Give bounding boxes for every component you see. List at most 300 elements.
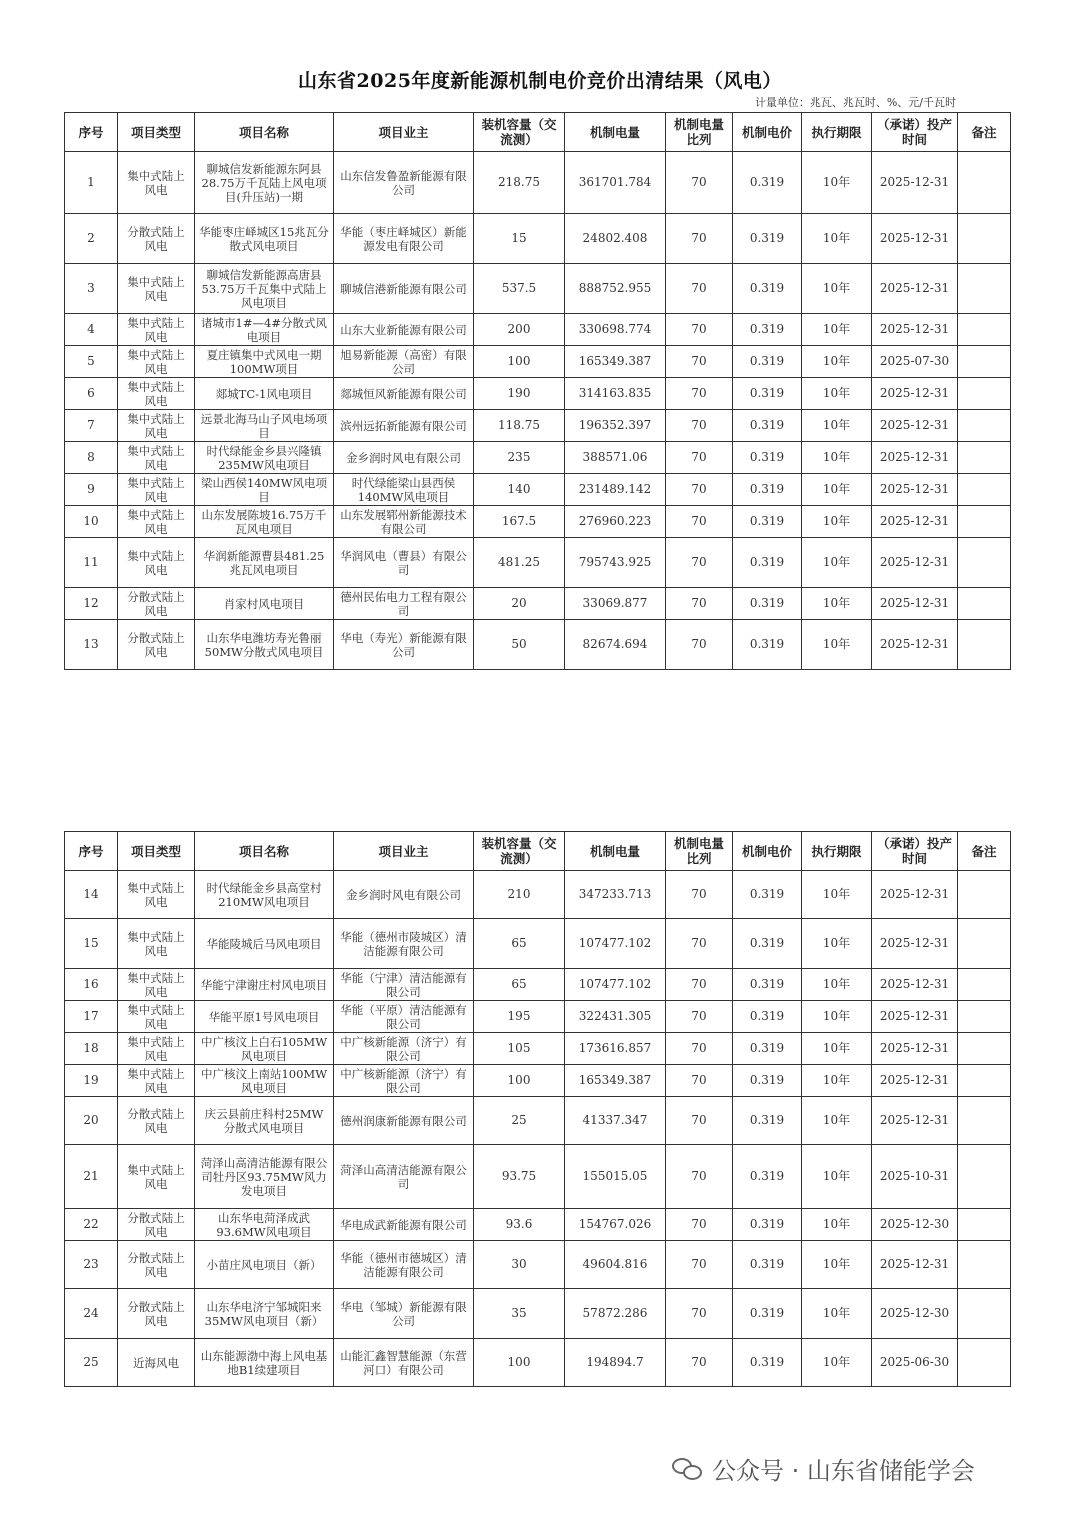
cell-index: 10 (65, 506, 118, 538)
cell-mech-energy: 107477.102 (565, 919, 666, 969)
cell-type: 集中式陆上风电 (118, 1001, 195, 1033)
cell-index: 8 (65, 442, 118, 474)
cell-term: 10年 (802, 442, 872, 474)
cell-index: 3 (65, 264, 118, 314)
cell-project-name: 山东发展陈坡16.75万千瓦风电项目 (195, 506, 334, 538)
table-row (65, 871, 1011, 919)
cell-project-name: 时代绿能金乡县兴隆镇235MW风电项目 (195, 442, 334, 474)
cell-capacity: 118.75 (474, 410, 565, 442)
cell-mech-price: 0.319 (733, 506, 802, 538)
header-operation-date: （承诺）投产时间 (872, 832, 958, 871)
cell-term: 10年 (802, 1145, 872, 1209)
cell-operation-date: 2025-12-31 (872, 919, 958, 969)
cell-mech-price: 0.319 (733, 1097, 802, 1145)
cell-mech-ratio: 70 (666, 346, 733, 378)
cell-remarks (958, 1339, 1011, 1387)
header-type: 项目类型 (118, 832, 195, 871)
cell-project-name: 华能陵城后马风电项目 (195, 919, 334, 969)
cell-remarks (958, 214, 1011, 264)
cell-capacity: 105 (474, 1033, 565, 1065)
table-row (65, 538, 1011, 588)
results-table-2 (64, 831, 1011, 1387)
cell-mech-price: 0.319 (733, 1209, 802, 1241)
cell-index: 14 (65, 871, 118, 919)
table-row (65, 1001, 1011, 1033)
table-row (65, 264, 1011, 314)
cell-term: 10年 (802, 1097, 872, 1145)
cell-type: 集中式陆上风电 (118, 442, 195, 474)
cell-operation-date: 2025-12-30 (872, 1289, 958, 1339)
cell-index: 1 (65, 152, 118, 214)
cell-remarks (958, 969, 1011, 1001)
cell-remarks (958, 442, 1011, 474)
cell-mech-energy: 49604.816 (565, 1241, 666, 1289)
cell-project-name: 夏庄镇集中式风电一期100MW项目 (195, 346, 334, 378)
cell-capacity: 35 (474, 1289, 565, 1339)
cell-mech-energy: 194894.7 (565, 1339, 666, 1387)
cell-mech-price: 0.319 (733, 442, 802, 474)
cell-mech-price: 0.319 (733, 871, 802, 919)
cell-capacity: 50 (474, 620, 565, 670)
cell-index: 13 (65, 620, 118, 670)
cell-mech-energy: 107477.102 (565, 969, 666, 1001)
cell-capacity: 200 (474, 314, 565, 346)
cell-term: 10年 (802, 1241, 872, 1289)
cell-mech-energy: 155015.05 (565, 1145, 666, 1209)
cell-term: 10年 (802, 871, 872, 919)
unit-note: 计量单位：兆瓦、兆瓦时、%、元/千瓦时 (754, 96, 956, 109)
cell-remarks (958, 314, 1011, 346)
cell-project-name: 山东华电济宁邹城阳来35MW风电项目（新） (195, 1289, 334, 1339)
watermark (672, 1451, 975, 1486)
cell-type: 集中式陆上风电 (118, 538, 195, 588)
cell-index: 5 (65, 346, 118, 378)
cell-mech-ratio: 70 (666, 871, 733, 919)
cell-index: 16 (65, 969, 118, 1001)
results-table-1 (64, 112, 1011, 670)
cell-operation-date: 2025-12-31 (872, 588, 958, 620)
cell-project-name: 时代绿能金乡县高堂村210MW风电项目 (195, 871, 334, 919)
table-header-row (65, 113, 1011, 152)
cell-operation-date: 2025-12-31 (872, 1241, 958, 1289)
cell-mech-ratio: 70 (666, 152, 733, 214)
cell-capacity: 30 (474, 1241, 565, 1289)
cell-remarks (958, 1145, 1011, 1209)
table-row (65, 969, 1011, 1001)
cell-index: 15 (65, 919, 118, 969)
watermark-text: 公众号 · 山东省储能学会 (712, 1457, 975, 1485)
table-row (65, 1097, 1011, 1145)
cell-mech-ratio: 70 (666, 620, 733, 670)
table-row (65, 410, 1011, 442)
cell-mech-ratio: 70 (666, 442, 733, 474)
cell-mech-price: 0.319 (733, 1001, 802, 1033)
cell-mech-price: 0.319 (733, 314, 802, 346)
cell-operation-date: 2025-12-31 (872, 620, 958, 670)
cell-operation-date: 2025-12-31 (872, 1065, 958, 1097)
cell-index: 17 (65, 1001, 118, 1033)
cell-capacity: 93.6 (474, 1209, 565, 1241)
cell-index: 20 (65, 1097, 118, 1145)
page-title: 山东省2025年度新能源机制电价竞价出清结果（风电） (298, 70, 782, 92)
cell-term: 10年 (802, 346, 872, 378)
cell-index: 6 (65, 378, 118, 410)
cell-owner: 华能（平原）清洁能源有限公司 (334, 1001, 474, 1033)
cell-operation-date: 2025-12-31 (872, 314, 958, 346)
table-row (65, 1145, 1011, 1209)
cell-remarks (958, 1241, 1011, 1289)
cell-owner: 金乡润时风电有限公司 (334, 871, 474, 919)
cell-mech-ratio: 70 (666, 1241, 733, 1289)
cell-type: 集中式陆上风电 (118, 871, 195, 919)
header-mech-price: 机制电价 (733, 113, 802, 152)
cell-project-name: 山东华电菏泽成武93.6MW风电项目 (195, 1209, 334, 1241)
cell-mech-energy: 165349.387 (565, 346, 666, 378)
cell-owner: 郯城恒风新能源有限公司 (334, 378, 474, 410)
cell-type: 分散式陆上风电 (118, 1097, 195, 1145)
cell-type: 近海风电 (118, 1339, 195, 1387)
cell-capacity: 210 (474, 871, 565, 919)
cell-mech-price: 0.319 (733, 538, 802, 588)
cell-mech-energy: 888752.955 (565, 264, 666, 314)
cell-remarks (958, 378, 1011, 410)
cell-type: 集中式陆上风电 (118, 378, 195, 410)
cell-index: 23 (65, 1241, 118, 1289)
table-row (65, 588, 1011, 620)
table-row (65, 1209, 1011, 1241)
table-row (65, 1065, 1011, 1097)
cell-mech-ratio: 70 (666, 506, 733, 538)
header-remarks: 备注 (958, 113, 1011, 152)
cell-mech-energy: 82674.694 (565, 620, 666, 670)
cell-owner: 山能汇鑫智慧能源（东营河口）有限公司 (334, 1339, 474, 1387)
cell-mech-energy: 361701.784 (565, 152, 666, 214)
cell-project-name: 肖家村风电项目 (195, 588, 334, 620)
cell-remarks (958, 1289, 1011, 1339)
cell-owner: 华润风电（曹县）有限公司 (334, 538, 474, 588)
cell-term: 10年 (802, 1001, 872, 1033)
cell-term: 10年 (802, 214, 872, 264)
table-row (65, 378, 1011, 410)
cell-capacity: 65 (474, 919, 565, 969)
cell-term: 10年 (802, 538, 872, 588)
cell-operation-date: 2025-12-31 (872, 410, 958, 442)
cell-operation-date: 2025-10-31 (872, 1145, 958, 1209)
header-index: 序号 (65, 832, 118, 871)
cell-remarks (958, 919, 1011, 969)
cell-mech-price: 0.319 (733, 214, 802, 264)
cell-type: 集中式陆上风电 (118, 969, 195, 1001)
cell-term: 10年 (802, 1065, 872, 1097)
cell-mech-energy: 795743.925 (565, 538, 666, 588)
cell-remarks (958, 1097, 1011, 1145)
cell-remarks (958, 1001, 1011, 1033)
cell-operation-date: 2025-12-31 (872, 1033, 958, 1065)
cell-capacity: 93.75 (474, 1145, 565, 1209)
cell-capacity: 100 (474, 1339, 565, 1387)
cell-owner: 菏泽山高清洁能源有限公司 (334, 1145, 474, 1209)
cell-mech-ratio: 70 (666, 538, 733, 588)
cell-term: 10年 (802, 410, 872, 442)
table-row (65, 442, 1011, 474)
cell-project-name: 庆云县前庄科村25MW分散式风电项目 (195, 1097, 334, 1145)
cell-capacity: 218.75 (474, 152, 565, 214)
cell-term: 10年 (802, 474, 872, 506)
cell-term: 10年 (802, 152, 872, 214)
table-header-row (65, 832, 1011, 871)
cell-operation-date: 2025-12-31 (872, 506, 958, 538)
cell-type: 集中式陆上风电 (118, 264, 195, 314)
cell-operation-date: 2025-12-31 (872, 152, 958, 214)
cell-type: 集中式陆上风电 (118, 474, 195, 506)
cell-type: 集中式陆上风电 (118, 152, 195, 214)
cell-mech-ratio: 70 (666, 1065, 733, 1097)
cell-operation-date: 2025-12-31 (872, 214, 958, 264)
cell-term: 10年 (802, 378, 872, 410)
header-mech-price: 机制电价 (733, 832, 802, 871)
cell-mech-price: 0.319 (733, 919, 802, 969)
cell-owner: 聊城信港新能源有限公司 (334, 264, 474, 314)
cell-term: 10年 (802, 919, 872, 969)
cell-term: 10年 (802, 1339, 872, 1387)
cell-mech-price: 0.319 (733, 1065, 802, 1097)
cell-owner: 华电（寿光）新能源有限公司 (334, 620, 474, 670)
cell-type: 集中式陆上风电 (118, 506, 195, 538)
cell-mech-price: 0.319 (733, 264, 802, 314)
cell-remarks (958, 410, 1011, 442)
cell-index: 2 (65, 214, 118, 264)
cell-index: 24 (65, 1289, 118, 1339)
header-remarks: 备注 (958, 832, 1011, 871)
cell-type: 分散式陆上风电 (118, 1289, 195, 1339)
header-project-name: 项目名称 (195, 113, 334, 152)
header-owner: 项目业主 (334, 113, 474, 152)
table-row (65, 346, 1011, 378)
cell-mech-energy: 231489.142 (565, 474, 666, 506)
cell-mech-ratio: 70 (666, 410, 733, 442)
cell-operation-date: 2025-12-31 (872, 474, 958, 506)
cell-mech-price: 0.319 (733, 1241, 802, 1289)
cell-mech-price: 0.319 (733, 1033, 802, 1065)
cell-capacity: 537.5 (474, 264, 565, 314)
cell-term: 10年 (802, 1289, 872, 1339)
cell-mech-ratio: 70 (666, 474, 733, 506)
cell-owner: 山东大业新能源有限公司 (334, 314, 474, 346)
cell-mech-ratio: 70 (666, 969, 733, 1001)
header-mech-ratio: 机制电量比列 (666, 113, 733, 152)
cell-term: 10年 (802, 314, 872, 346)
cell-capacity: 25 (474, 1097, 565, 1145)
cell-remarks (958, 620, 1011, 670)
cell-mech-ratio: 70 (666, 1339, 733, 1387)
cell-mech-ratio: 70 (666, 1001, 733, 1033)
cell-project-name: 聊城信发新能源高唐县53.75万千瓦集中式陆上风电项目 (195, 264, 334, 314)
header-mech-energy: 机制电量 (565, 832, 666, 871)
cell-term: 10年 (802, 1033, 872, 1065)
cell-type: 分散式陆上风电 (118, 1241, 195, 1289)
cell-mech-price: 0.319 (733, 346, 802, 378)
table-row (65, 152, 1011, 214)
cell-capacity: 20 (474, 588, 565, 620)
cell-mech-energy: 173616.857 (565, 1033, 666, 1065)
cell-mech-price: 0.319 (733, 1339, 802, 1387)
cell-project-name: 远景北海马山子风电场项目 (195, 410, 334, 442)
cell-project-name: 中广核汶上白石105MW风电项目 (195, 1033, 334, 1065)
cell-index: 19 (65, 1065, 118, 1097)
cell-project-name: 中广核汶上南站100MW风电项目 (195, 1065, 334, 1097)
cell-operation-date: 2025-06-30 (872, 1339, 958, 1387)
cell-capacity: 235 (474, 442, 565, 474)
cell-remarks (958, 871, 1011, 919)
cell-owner: 金乡润时风电有限公司 (334, 442, 474, 474)
table-row (65, 919, 1011, 969)
cell-owner: 华能（宁津）清洁能源有限公司 (334, 969, 474, 1001)
header-capacity: 装机容量（交流测） (474, 832, 565, 871)
cell-remarks (958, 264, 1011, 314)
table-row (65, 1033, 1011, 1065)
wechat-icon (672, 1456, 704, 1482)
cell-mech-energy: 276960.223 (565, 506, 666, 538)
cell-owner: 华电（邹城）新能源有限公司 (334, 1289, 474, 1339)
cell-remarks (958, 588, 1011, 620)
cell-project-name: 华能宁津谢庄村风电项目 (195, 969, 334, 1001)
cell-project-name: 山东华电潍坊寿光鲁丽50MW分散式风电项目 (195, 620, 334, 670)
cell-index: 22 (65, 1209, 118, 1241)
cell-mech-ratio: 70 (666, 1289, 733, 1339)
cell-mech-price: 0.319 (733, 1289, 802, 1339)
cell-mech-ratio: 70 (666, 1033, 733, 1065)
table-row (65, 314, 1011, 346)
cell-owner: 华能（德州市德城区）清洁能源有限公司 (334, 1241, 474, 1289)
cell-project-name: 小苗庄风电项目（新） (195, 1241, 334, 1289)
cell-capacity: 167.5 (474, 506, 565, 538)
cell-mech-price: 0.319 (733, 969, 802, 1001)
cell-capacity: 140 (474, 474, 565, 506)
cell-capacity: 100 (474, 346, 565, 378)
table-row (65, 1289, 1011, 1339)
cell-capacity: 100 (474, 1065, 565, 1097)
cell-remarks (958, 152, 1011, 214)
cell-mech-energy: 388571.06 (565, 442, 666, 474)
cell-operation-date: 2025-07-30 (872, 346, 958, 378)
cell-mech-ratio: 70 (666, 264, 733, 314)
cell-mech-ratio: 70 (666, 919, 733, 969)
cell-owner: 华能（枣庄峄城区）新能源发电有限公司 (334, 214, 474, 264)
cell-mech-energy: 57872.286 (565, 1289, 666, 1339)
header-term: 执行期限 (802, 113, 872, 152)
cell-mech-energy: 165349.387 (565, 1065, 666, 1097)
cell-operation-date: 2025-12-31 (872, 871, 958, 919)
cell-mech-ratio: 70 (666, 588, 733, 620)
cell-mech-energy: 41337.347 (565, 1097, 666, 1145)
cell-remarks (958, 346, 1011, 378)
cell-remarks (958, 506, 1011, 538)
cell-mech-price: 0.319 (733, 588, 802, 620)
header-project-name: 项目名称 (195, 832, 334, 871)
cell-capacity: 195 (474, 1001, 565, 1033)
cell-operation-date: 2025-12-31 (872, 378, 958, 410)
cell-type: 集中式陆上风电 (118, 410, 195, 442)
cell-mech-price: 0.319 (733, 1145, 802, 1209)
cell-project-name: 山东能源渤中海上风电基地B1续建项目 (195, 1339, 334, 1387)
cell-mech-price: 0.319 (733, 378, 802, 410)
cell-term: 10年 (802, 264, 872, 314)
cell-index: 4 (65, 314, 118, 346)
cell-term: 10年 (802, 620, 872, 670)
cell-mech-energy: 314163.835 (565, 378, 666, 410)
cell-index: 25 (65, 1339, 118, 1387)
cell-type: 集中式陆上风电 (118, 346, 195, 378)
cell-mech-price: 0.319 (733, 474, 802, 506)
cell-owner: 德州润康新能源有限公司 (334, 1097, 474, 1145)
cell-type: 分散式陆上风电 (118, 588, 195, 620)
cell-index: 12 (65, 588, 118, 620)
cell-project-name: 菏泽山高清洁能源有限公司牡丹区93.75MW风力发电项目 (195, 1145, 334, 1209)
cell-remarks (958, 538, 1011, 588)
table-row (65, 620, 1011, 670)
cell-mech-energy: 33069.877 (565, 588, 666, 620)
cell-operation-date: 2025-12-31 (872, 264, 958, 314)
cell-owner: 华电成武新能源有限公司 (334, 1209, 474, 1241)
cell-project-name: 华润新能源曹县481.25兆瓦风电项目 (195, 538, 334, 588)
cell-type: 分散式陆上风电 (118, 620, 195, 670)
cell-mech-energy: 196352.397 (565, 410, 666, 442)
cell-index: 18 (65, 1033, 118, 1065)
cell-remarks (958, 1065, 1011, 1097)
cell-mech-price: 0.319 (733, 410, 802, 442)
cell-mech-price: 0.319 (733, 620, 802, 670)
cell-mech-energy: 154767.026 (565, 1209, 666, 1241)
table-row (65, 474, 1011, 506)
cell-type: 集中式陆上风电 (118, 1145, 195, 1209)
cell-remarks (958, 1033, 1011, 1065)
cell-operation-date: 2025-12-31 (872, 1097, 958, 1145)
cell-remarks (958, 1209, 1011, 1241)
cell-operation-date: 2025-12-31 (872, 442, 958, 474)
cell-type: 分散式陆上风电 (118, 1209, 195, 1241)
cell-project-name: 郯城TC-1风电项目 (195, 378, 334, 410)
cell-mech-ratio: 70 (666, 314, 733, 346)
cell-mech-energy: 24802.408 (565, 214, 666, 264)
cell-capacity: 190 (474, 378, 565, 410)
cell-type: 集中式陆上风电 (118, 1033, 195, 1065)
cell-mech-ratio: 70 (666, 378, 733, 410)
cell-mech-price: 0.319 (733, 152, 802, 214)
cell-index: 9 (65, 474, 118, 506)
cell-capacity: 65 (474, 969, 565, 1001)
cell-owner: 滨州远拓新能源有限公司 (334, 410, 474, 442)
header-owner: 项目业主 (334, 832, 474, 871)
cell-mech-ratio: 70 (666, 1145, 733, 1209)
cell-term: 10年 (802, 1209, 872, 1241)
cell-mech-ratio: 70 (666, 214, 733, 264)
header-index: 序号 (65, 113, 118, 152)
cell-index: 11 (65, 538, 118, 588)
cell-type: 集中式陆上风电 (118, 314, 195, 346)
cell-operation-date: 2025-12-30 (872, 1209, 958, 1241)
header-mech-ratio: 机制电量比列 (666, 832, 733, 871)
cell-mech-energy: 330698.774 (565, 314, 666, 346)
cell-index: 7 (65, 410, 118, 442)
cell-mech-energy: 322431.305 (565, 1001, 666, 1033)
cell-type: 集中式陆上风电 (118, 919, 195, 969)
cell-owner: 德州民佑电力工程有限公司 (334, 588, 474, 620)
header-mech-energy: 机制电量 (565, 113, 666, 152)
table-row (65, 214, 1011, 264)
cell-owner: 山东发展郓州新能源技术有限公司 (334, 506, 474, 538)
cell-owner: 时代绿能梁山县西侯140MW风电项目 (334, 474, 474, 506)
cell-index: 21 (65, 1145, 118, 1209)
